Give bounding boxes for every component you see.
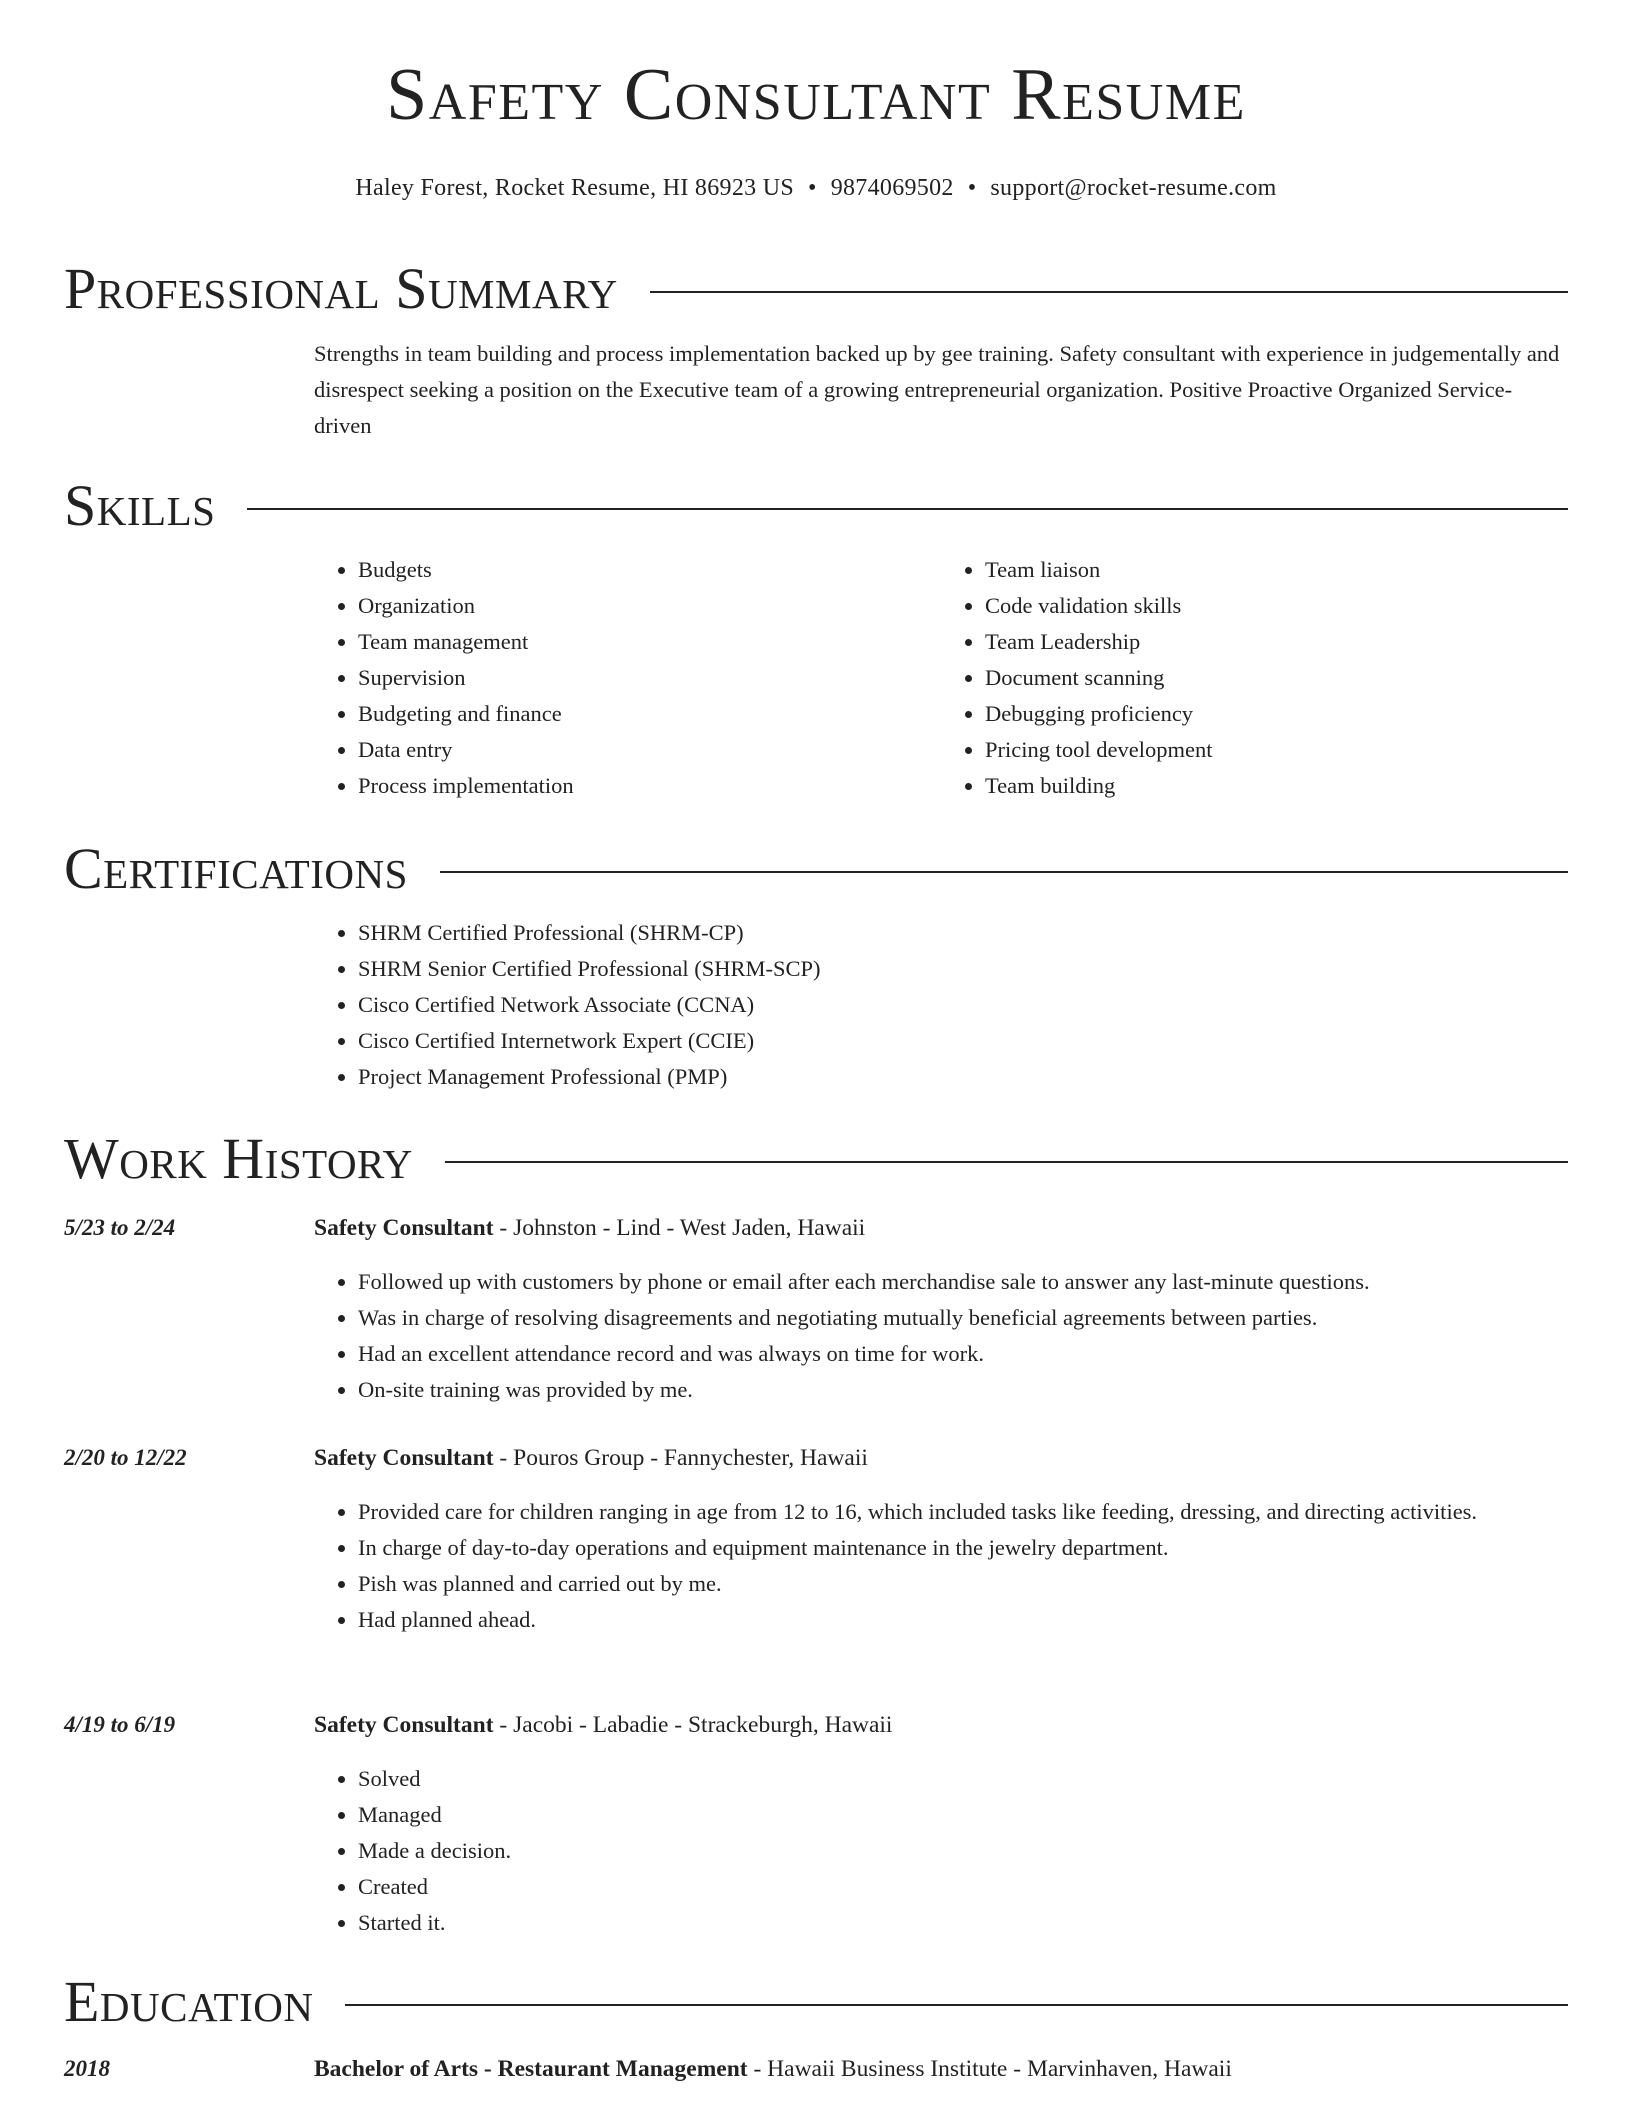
contact-line <box>0 176 1632 200</box>
contact-separator: • <box>967 175 977 201</box>
job-title: Safety Consultant <box>314 1445 494 1471</box>
certification-item: • Cisco Certified Internetwork Expert (CCIE) <box>358 1023 1568 1059</box>
education-heading: Education <box>64 1969 314 2034</box>
education-degree: Bachelor of Arts - Restaurant Management <box>314 2056 748 2082</box>
skill-item: • Document scanning <box>985 660 1568 696</box>
job-bullet: • Had an excellent attendance record and was always on time for work. <box>358 1336 1568 1372</box>
skill-item: • Team building <box>985 768 1568 804</box>
job-bullet: • In charge of day-to-day operations and equipment maintenance in the jewelry department. <box>358 1530 1568 1566</box>
summary-text: Strengths in team building and process implementation backed up by gee training. Safety consultant with experience in judgementally and disrespect seeking a position on the Executive team of a growing entrepreneurial organization. Positive Proactive Organized Service-driven <box>314 341 1560 438</box>
skill-item: • Team Leadership <box>985 624 1568 660</box>
summary-heading: Professional Summary <box>64 256 618 321</box>
certifications-section-header <box>64 836 1568 901</box>
job-bullet: • Followed up with customers by phone or email after each merchandise sale to answer any last-minute questions. <box>358 1264 1568 1300</box>
skills-block <box>314 552 1568 804</box>
certification-item: • SHRM Certified Professional (SHRM-CP) <box>358 915 1568 951</box>
summary-block <box>314 336 1568 444</box>
job-bullet: • Started it. <box>358 1905 1568 1941</box>
skill-item: • Team liaison <box>985 552 1568 588</box>
resume-title: Safety Consultant Resume <box>386 54 1246 136</box>
certification-item: • Cisco Certified Network Associate (CCNA) <box>358 987 1568 1023</box>
contact-separator: • <box>808 175 817 201</box>
job-employer: - Johnston - Lind - West Jaden, Hawaii <box>493 1215 866 1241</box>
job-bullet: • Pish was planned and carried out by me. <box>358 1566 1568 1602</box>
job-dates: 2/20 to 12/22 <box>64 1445 187 1470</box>
certification-item: • Project Management Professional (PMP) <box>358 1059 1568 1095</box>
summary-section-header <box>64 256 1568 321</box>
job-bullet: • On-site training was provided by me. <box>358 1372 1568 1408</box>
job-bullet: • Was in charge of resolving disagreements and negotiating mutually beneficial agreements between parties. <box>358 1300 1568 1336</box>
skills-section-header <box>64 473 1568 538</box>
contact-email: support@rocket-resume.com <box>990 175 1277 201</box>
skill-item: • Budgets <box>358 552 941 588</box>
skills-list-left <box>314 552 941 804</box>
job-title: Safety Consultant <box>314 1215 494 1241</box>
section-divider <box>440 871 1568 873</box>
job-bullet: • Solved <box>358 1761 1568 1797</box>
skill-item: • Data entry <box>358 732 941 768</box>
education-school: - Hawaii Business Institute - Marvinhaven, Hawaii <box>747 2056 1232 2082</box>
skill-item: • Supervision <box>358 660 941 696</box>
job-bullets <box>314 1494 1568 1638</box>
job-bullets <box>314 1264 1568 1408</box>
job-dates: 5/23 to 2/24 <box>64 1215 176 1240</box>
job-bullet: • Created <box>358 1869 1568 1905</box>
job-dates: 4/19 to 6/19 <box>64 1712 176 1737</box>
job-title: Safety Consultant <box>314 1712 494 1738</box>
job-employer: - Pouros Group - Fannychester, Hawaii <box>493 1445 868 1471</box>
skills-heading: Skills <box>64 473 216 538</box>
skills-list-right <box>941 552 1568 804</box>
certifications-block <box>314 915 1568 1095</box>
contact-phone: 9874069502 <box>830 175 954 201</box>
certifications-list <box>314 915 1568 1095</box>
job-bullet: • Provided care for children ranging in age from 12 to 16, which included tasks like feeding, dressing, and directing activities. <box>358 1494 1568 1530</box>
job-bullet: • Managed <box>358 1797 1568 1833</box>
education-line <box>314 2051 1568 2087</box>
skill-item: • Team management <box>358 624 941 660</box>
contact-address: Haley Forest, Rocket Resume, HI 86923 US <box>355 175 794 201</box>
job-bullets-block <box>314 1761 1568 1941</box>
job-bullets-block <box>314 1494 1568 1638</box>
certification-item: • SHRM Senior Certified Professional (SHRM-SCP) <box>358 951 1568 987</box>
section-divider <box>650 291 1568 293</box>
skill-item: • Pricing tool development <box>985 732 1568 768</box>
section-divider <box>345 2004 1568 2006</box>
skill-item: • Code validation skills <box>985 588 1568 624</box>
job-bullets <box>314 1761 1568 1941</box>
section-divider <box>247 508 1568 510</box>
skill-item: • Process implementation <box>358 768 941 804</box>
job-employer: - Jacobi - Labadie - Strackeburgh, Hawaii <box>493 1712 893 1738</box>
job-bullet: • Had planned ahead. <box>358 1602 1568 1638</box>
certifications-heading: Certifications <box>64 836 408 901</box>
job-bullets-block <box>314 1264 1568 1408</box>
education-section-header <box>64 1969 1568 2034</box>
work-heading: Work History <box>64 1126 413 1191</box>
education-year: 2018 <box>64 2056 110 2081</box>
job-heading <box>314 1210 1568 1246</box>
skill-item: • Organization <box>358 588 941 624</box>
job-heading <box>314 1707 1568 1743</box>
section-divider <box>445 1161 1568 1163</box>
job-bullet: • Made a decision. <box>358 1833 1568 1869</box>
skill-item: • Budgeting and finance <box>358 696 941 732</box>
job-heading <box>314 1440 1568 1476</box>
work-section-header <box>64 1126 1568 1191</box>
skill-item: • Debugging proficiency <box>985 696 1568 732</box>
